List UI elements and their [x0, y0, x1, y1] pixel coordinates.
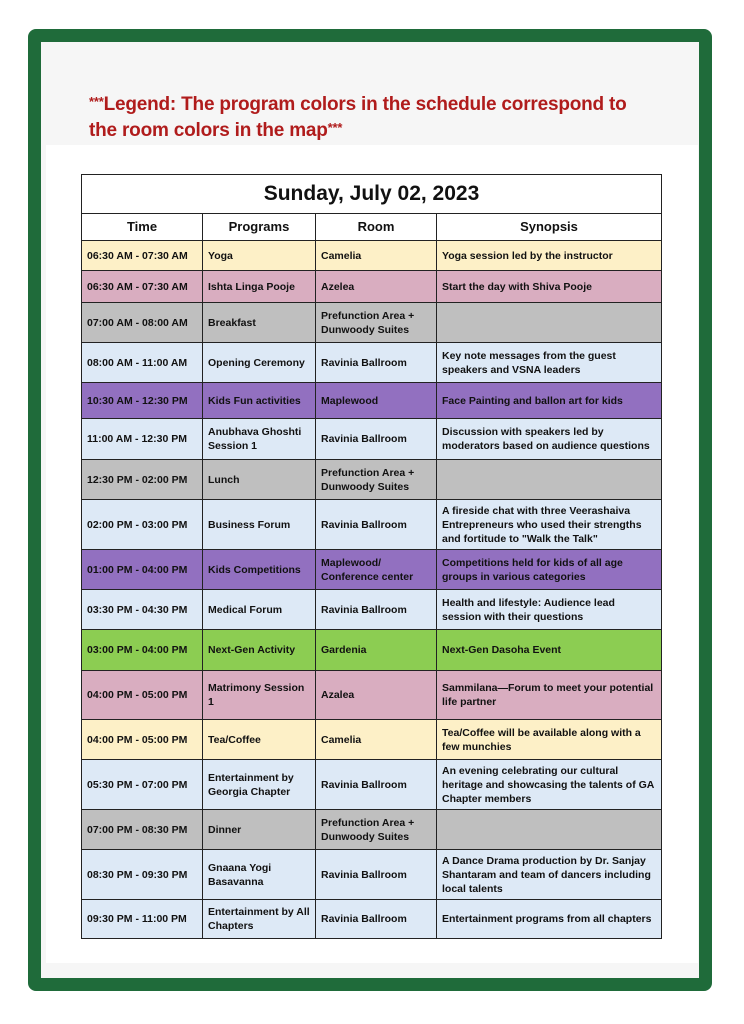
schedule-title: Sunday, July 02, 2023	[82, 175, 662, 214]
legend-text: Legend: The program colors in the schedule correspond to the room colors in the map	[89, 94, 627, 141]
cell-program: Anubhava Ghoshti Session 1	[203, 419, 316, 460]
cell-room: Ravinia Ballroom	[316, 500, 437, 550]
cell-room: Prefunction Area + Dunwoody Suites	[316, 460, 437, 500]
header-time: Time	[82, 214, 203, 241]
table-row	[82, 241, 662, 271]
header-room: Room	[316, 214, 437, 241]
table-row	[82, 671, 662, 720]
cell-room: Camelia	[316, 241, 437, 271]
cell-room: Ravinia Ballroom	[316, 343, 437, 383]
cell-time: 01:00 PM - 04:00 PM	[82, 550, 203, 590]
cell-program: Opening Ceremony	[203, 343, 316, 383]
cell-synopsis: Tea/Coffee will be available along with a few munchies	[437, 720, 662, 760]
cell-room: Camelia	[316, 720, 437, 760]
cell-synopsis: A fireside chat with three Veerashaiva Entrepreneurs who used their strengths and fortitude to "Walk the Talk"	[437, 500, 662, 550]
cell-program: Breakfast	[203, 303, 316, 343]
cell-room: Ravinia Ballroom	[316, 900, 437, 939]
cell-program: Lunch	[203, 460, 316, 500]
table-row	[82, 383, 662, 419]
header-programs: Programs	[203, 214, 316, 241]
table-row	[82, 630, 662, 671]
cell-program: Dinner	[203, 810, 316, 850]
table-row	[82, 271, 662, 303]
legend-suffix-stars: ***	[327, 120, 343, 135]
cell-time: 03:30 PM - 04:30 PM	[82, 590, 203, 630]
cell-time: 04:00 PM - 05:00 PM	[82, 671, 203, 720]
cell-time: 04:00 PM - 05:00 PM	[82, 720, 203, 760]
cell-synopsis	[437, 810, 662, 850]
cell-program: Kids Fun activities	[203, 383, 316, 419]
table-row	[82, 760, 662, 810]
cell-room: Azelea	[316, 271, 437, 303]
schedule-title-row	[82, 175, 662, 214]
cell-room: Gardenia	[316, 630, 437, 671]
table-row	[82, 419, 662, 460]
legend-prefix-stars: ***	[89, 94, 104, 109]
cell-room: Maplewood/ Conference center	[316, 550, 437, 590]
cell-program: Medical Forum	[203, 590, 316, 630]
table-row	[82, 343, 662, 383]
cell-synopsis: Health and lifestyle: Audience lead session with their questions	[437, 590, 662, 630]
cell-time: 06:30 AM - 07:30 AM	[82, 241, 203, 271]
cell-time: 02:00 PM - 03:00 PM	[82, 500, 203, 550]
cell-time: 06:30 AM - 07:30 AM	[82, 271, 203, 303]
table-row	[82, 850, 662, 900]
cell-time: 09:30 PM - 11:00 PM	[82, 900, 203, 939]
cell-program: Tea/Coffee	[203, 720, 316, 760]
table-row	[82, 810, 662, 850]
table-row	[82, 460, 662, 500]
table-row	[82, 303, 662, 343]
table-row	[82, 500, 662, 550]
cell-room: Azalea	[316, 671, 437, 720]
cell-room: Ravinia Ballroom	[316, 590, 437, 630]
cell-synopsis: Yoga session led by the instructor	[437, 241, 662, 271]
cell-program: Business Forum	[203, 500, 316, 550]
cell-synopsis	[437, 303, 662, 343]
table-row	[82, 550, 662, 590]
cell-program: Kids Competitions	[203, 550, 316, 590]
cell-time: 12:30 PM - 02:00 PM	[82, 460, 203, 500]
cell-synopsis: An evening celebrating our cultural heritage and showcasing the talents of GA Chapter members	[437, 760, 662, 810]
cell-room: Ravinia Ballroom	[316, 850, 437, 900]
table-row	[82, 720, 662, 760]
cell-program: Entertainment by Georgia Chapter	[203, 760, 316, 810]
cell-synopsis: Face Painting and ballon art for kids	[437, 383, 662, 419]
cell-room: Prefunction Area + Dunwoody Suites	[316, 810, 437, 850]
cell-synopsis: Next-Gen Dasoha Event	[437, 630, 662, 671]
cell-synopsis: Key note messages from the guest speakers and VSNA leaders	[437, 343, 662, 383]
cell-time: 07:00 AM - 08:00 AM	[82, 303, 203, 343]
cell-room: Ravinia Ballroom	[316, 419, 437, 460]
cell-time: 05:30 PM - 07:00 PM	[82, 760, 203, 810]
cell-program: Ishta Linga Pooje	[203, 271, 316, 303]
table-row	[82, 900, 662, 939]
cell-time: 11:00 AM - 12:30 PM	[82, 419, 203, 460]
cell-time: 08:00 AM - 11:00 AM	[82, 343, 203, 383]
cell-synopsis: A Dance Drama production by Dr. Sanjay Shantaram and team of dancers including local talents	[437, 850, 662, 900]
cell-room: Maplewood	[316, 383, 437, 419]
cell-program: Yoga	[203, 241, 316, 271]
cell-time: 08:30 PM - 09:30 PM	[82, 850, 203, 900]
cell-time: 07:00 PM - 08:30 PM	[82, 810, 203, 850]
schedule-table	[81, 174, 662, 939]
table-row	[82, 590, 662, 630]
cell-program: Matrimony Session 1	[203, 671, 316, 720]
header-synopsis: Synopsis	[437, 214, 662, 241]
cell-room: Prefunction Area + Dunwoody Suites	[316, 303, 437, 343]
cell-time: 03:00 PM - 04:00 PM	[82, 630, 203, 671]
column-header-row	[82, 214, 662, 241]
cell-program: Gnaana Yogi Basavanna	[203, 850, 316, 900]
cell-synopsis: Entertainment programs from all chapters	[437, 900, 662, 939]
cell-synopsis	[437, 460, 662, 500]
cell-program: Entertainment by All Chapters	[203, 900, 316, 939]
cell-synopsis: Discussion with speakers led by moderators based on audience questions	[437, 419, 662, 460]
cell-synopsis: Sammilana—Forum to meet your potential life partner	[437, 671, 662, 720]
legend-note	[89, 92, 649, 144]
cell-room: Ravinia Ballroom	[316, 760, 437, 810]
cell-synopsis: Start the day with Shiva Pooje	[437, 271, 662, 303]
cell-time: 10:30 AM - 12:30 PM	[82, 383, 203, 419]
cell-program: Next-Gen Activity	[203, 630, 316, 671]
cell-synopsis: Competitions held for kids of all age groups in various categories	[437, 550, 662, 590]
